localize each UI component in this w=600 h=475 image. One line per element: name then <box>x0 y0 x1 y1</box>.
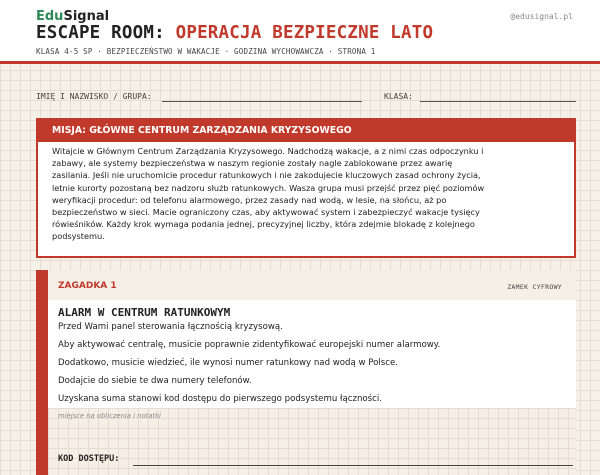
page-title <box>36 23 433 43</box>
name-group-line <box>162 101 362 102</box>
mission-line: Witajcie w Głównym Centrum Zarządzania Kryzysowego. Nadchodzą wakacje, a z nimi czas odpoczynku i <box>52 146 484 156</box>
page-meta: KLASA 4-5 SP · BEZPIECZEŃSTWO W WAKACJE · GODZINA WYCHOWAWCZA · STRONA 1 <box>36 47 376 56</box>
brand-logo <box>36 9 109 24</box>
mission-line: rówieśników. Każdy krok wymaga podania jednej, precyzyjnej liczby, która zdejmie blokadę z kolejnego <box>52 219 475 230</box>
puzzle-line: Dodajcie do siebie te dwa numery telefonów. <box>58 376 252 386</box>
access-code-line[interactable] <box>133 465 573 466</box>
page-title-prefix: ESCAPE ROOM: <box>36 23 165 43</box>
mission-heading: MISJA: GŁÓWNE CENTRUM ZARZĄDZANIA KRYZYSOWEGO <box>38 120 574 142</box>
puzzle-line: Przed Wami panel sterowania łącznością kryzysową. <box>58 322 283 332</box>
puzzle-line: Aby aktywować centralę, musicie poprawnie zidentyfikować europejski numer alarmowy. <box>58 340 441 350</box>
brand-handle: @edusignal.pl <box>510 12 573 21</box>
class-label: KLASA: <box>384 92 413 101</box>
name-group-label: IMIĘ I NAZWISKO / GRUPA: <box>36 92 152 101</box>
puzzle-line: Uzyskana suma stanowi kod dostępu do pierwszego podsystemu łączności. <box>58 394 382 404</box>
puzzle-label: ZAGADKA 1 <box>58 281 117 291</box>
mission-line: podsystemu. <box>52 231 105 242</box>
puzzle-card <box>36 270 576 475</box>
puzzle-title: ALARM W CENTRUM RATUNKOWYM <box>58 306 231 319</box>
notes-label: miejsce na obliczenia i notatki <box>58 412 161 420</box>
puzzle-header <box>48 270 576 300</box>
mission-line: weryfikacji procedur: od telefonu alarmowego, przez zasady nad wodą, w lesie, na słońcu, aż po <box>52 194 447 205</box>
mission-line: bezpieczeństwo w sieci. Macie ograniczony czas, aby aktywować system i zabezpieczyć wakacje tysięcy <box>52 207 480 218</box>
puzzle-text <box>58 321 568 411</box>
mission-box <box>36 118 576 258</box>
puzzle-line: Dodatkowo, musicie wiedzieć, ile wynosi numer ratunkowy nad wodą w Polsce. <box>58 358 398 368</box>
mission-line: zabawy, ale systemy bezpieczeństwa w naszym regionie zostały nagle zablokowane przez awarię <box>52 158 453 169</box>
student-fields <box>36 92 576 104</box>
mission-line: letnie kurorty pozostaną bez nadzoru służb ratunkowych. Wasza grupa musi przejść przez pięć poziomów <box>52 182 485 193</box>
puzzle-type: ZAMEK CYFROWY <box>507 283 562 291</box>
mission-text <box>52 145 564 243</box>
notes-area[interactable] <box>48 408 576 475</box>
page-header <box>0 0 600 64</box>
access-code-label: KOD DOSTĘPU: <box>58 454 120 464</box>
brand-logo-part2: Signal <box>63 9 110 24</box>
mission-line: zasilania. Jeśli nie uruchomicie procedur ratunkowych i nie zakodujecie kluczowych zasad ochrony życia, <box>52 170 481 181</box>
class-line <box>420 101 576 102</box>
brand-logo-part1: Edu <box>36 9 64 24</box>
page-title-main: OPERACJA BEZPIECZNE LATO <box>175 23 434 43</box>
